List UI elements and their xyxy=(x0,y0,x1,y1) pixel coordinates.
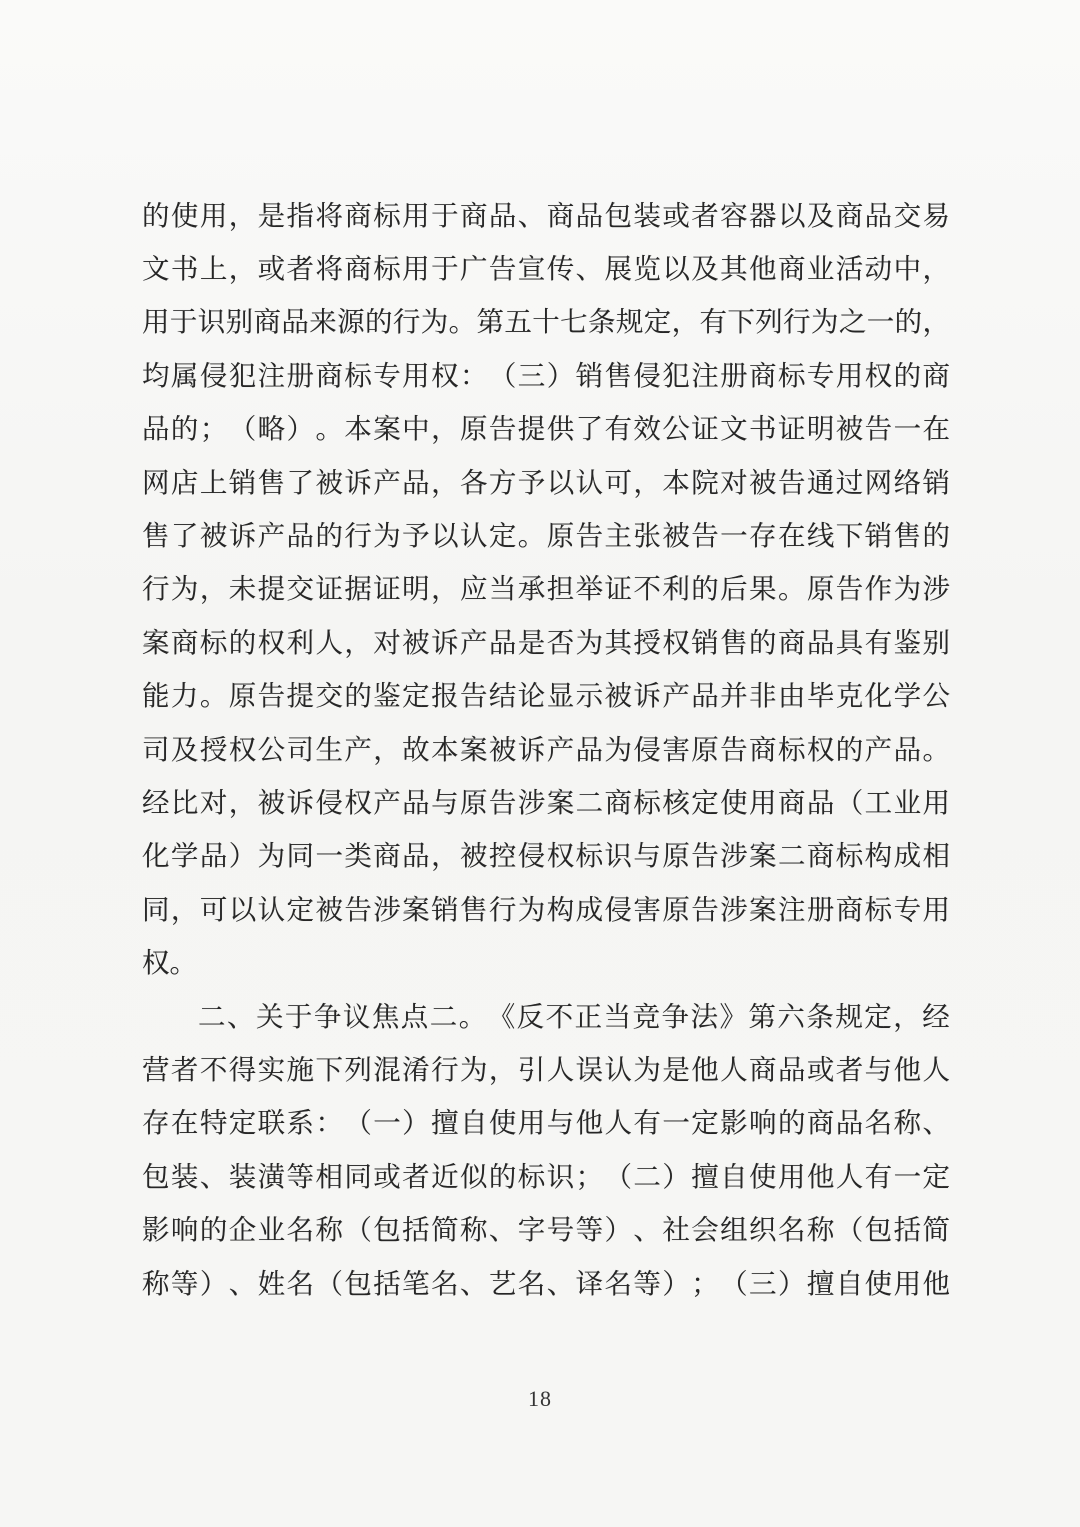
text-line: 二 、 关 于 争 议 焦 点 二 。 《 反 不 正 当 竞 争 法 》 第 六 条 规 定 ， 经 xyxy=(198,1000,950,1032)
text-line: 称 等 ） 、 姓 名 （ 包 括 笔 名 、 艺 名 、 译 名 等 ） ； （ 三 ） 擅 自 使 用 他 xyxy=(142,1267,950,1299)
text-line: 的 使 用 ， 是 指 将 商 标 用 于 商 品 、 商 品 包 装 或 者 容 器 以 及 商 品 交 易 xyxy=(142,199,950,231)
text-line: 存 在 特 定 联 系 ： （ 一 ） 擅 自 使 用 与 他 人 有 一 定 影 响 的 商 品 名 称 、 xyxy=(142,1107,950,1139)
text-line: 化 学 品 ） 为 同 一 类 商 品 ， 被 控 侵 权 标 识 与 原 告 涉 案 二 商 标 构 成 相 xyxy=(142,840,950,872)
text-line: 经 比 对 ， 被 诉 侵 权 产 品 与 原 告 涉 案 二 商 标 核 定 使 用 商 品 （ 工 业 用 xyxy=(142,786,950,818)
text-line: 司 及 授 权 公 司 生 产 ， 故 本 案 被 诉 产 品 为 侵 害 原 告 商 标 权 的 产 品 。 xyxy=(142,733,950,765)
judgment-text-block xyxy=(142,186,950,1307)
text-line: 影 响 的 企 业 名 称 （ 包 括 简 称 、 字 号 等 ） 、 社 会 组 织 名 称 （ 包 括 简 xyxy=(142,1214,950,1246)
text-line: 权 。 xyxy=(142,947,197,979)
text-line: 同 ， 可 以 认 定 被 告 涉 案 销 售 行 为 构 成 侵 害 原 告 涉 案 注 册 商 标 专 用 xyxy=(142,893,950,925)
text-line: 包 装 、 装 潢 等 相 同 或 者 近 似 的 标 识 ； （ 二 ） 擅 自 使 用 他 人 有 一 定 xyxy=(142,1160,950,1192)
text-line: 售 了 被 诉 产 品 的 行 为 予 以 认 定 。 原 告 主 张 被 告 一 存 在 线 下 销 售 的 xyxy=(142,520,950,552)
text-line: 用 于 识 别 商 品 来 源 的 行 为 。 第 五 十 七 条 规 定 ， 有 下 列 行 为 之 一 的 ， xyxy=(142,306,950,338)
text-line: 营 者 不 得 实 施 下 列 混 淆 行 为 ， 引 人 误 认 为 是 他 人 商 品 或 者 与 他 人 xyxy=(142,1053,950,1085)
text-line: 案 商 标 的 权 利 人 ， 对 被 诉 产 品 是 否 为 其 授 权 销 售 的 商 品 具 有 鉴 别 xyxy=(142,626,950,658)
page-number: 18 xyxy=(528,1386,552,1411)
text-line: 品 的 ； （ 略 ） 。 本 案 中 ， 原 告 提 供 了 有 效 公 证 文 书 证 明 被 告 一 在 xyxy=(142,413,950,445)
text-line: 文 书 上 ， 或 者 将 商 标 用 于 广 告 宣 传 、 展 览 以 及 其 他 商 业 活 动 中 ， xyxy=(142,253,950,285)
text-line: 能 力 。 原 告 提 交 的 鉴 定 报 告 结 论 显 示 被 诉 产 品 并 非 由 毕 克 化 学 公 xyxy=(142,680,950,712)
text-line: 网 店 上 销 售 了 被 诉 产 品 ， 各 方 予 以 认 可 ， 本 院 对 被 告 通 过 网 络 销 xyxy=(142,466,950,498)
text-line: 行 为 ， 未 提 交 证 据 证 明 ， 应 当 承 担 举 证 不 利 的 后 果 。 原 告 作 为 涉 xyxy=(142,573,950,605)
text-line: 均 属 侵 犯 注 册 商 标 专 用 权 ： （ 三 ） 销 售 侵 犯 注 册 商 标 专 用 权 的 商 xyxy=(142,359,950,391)
